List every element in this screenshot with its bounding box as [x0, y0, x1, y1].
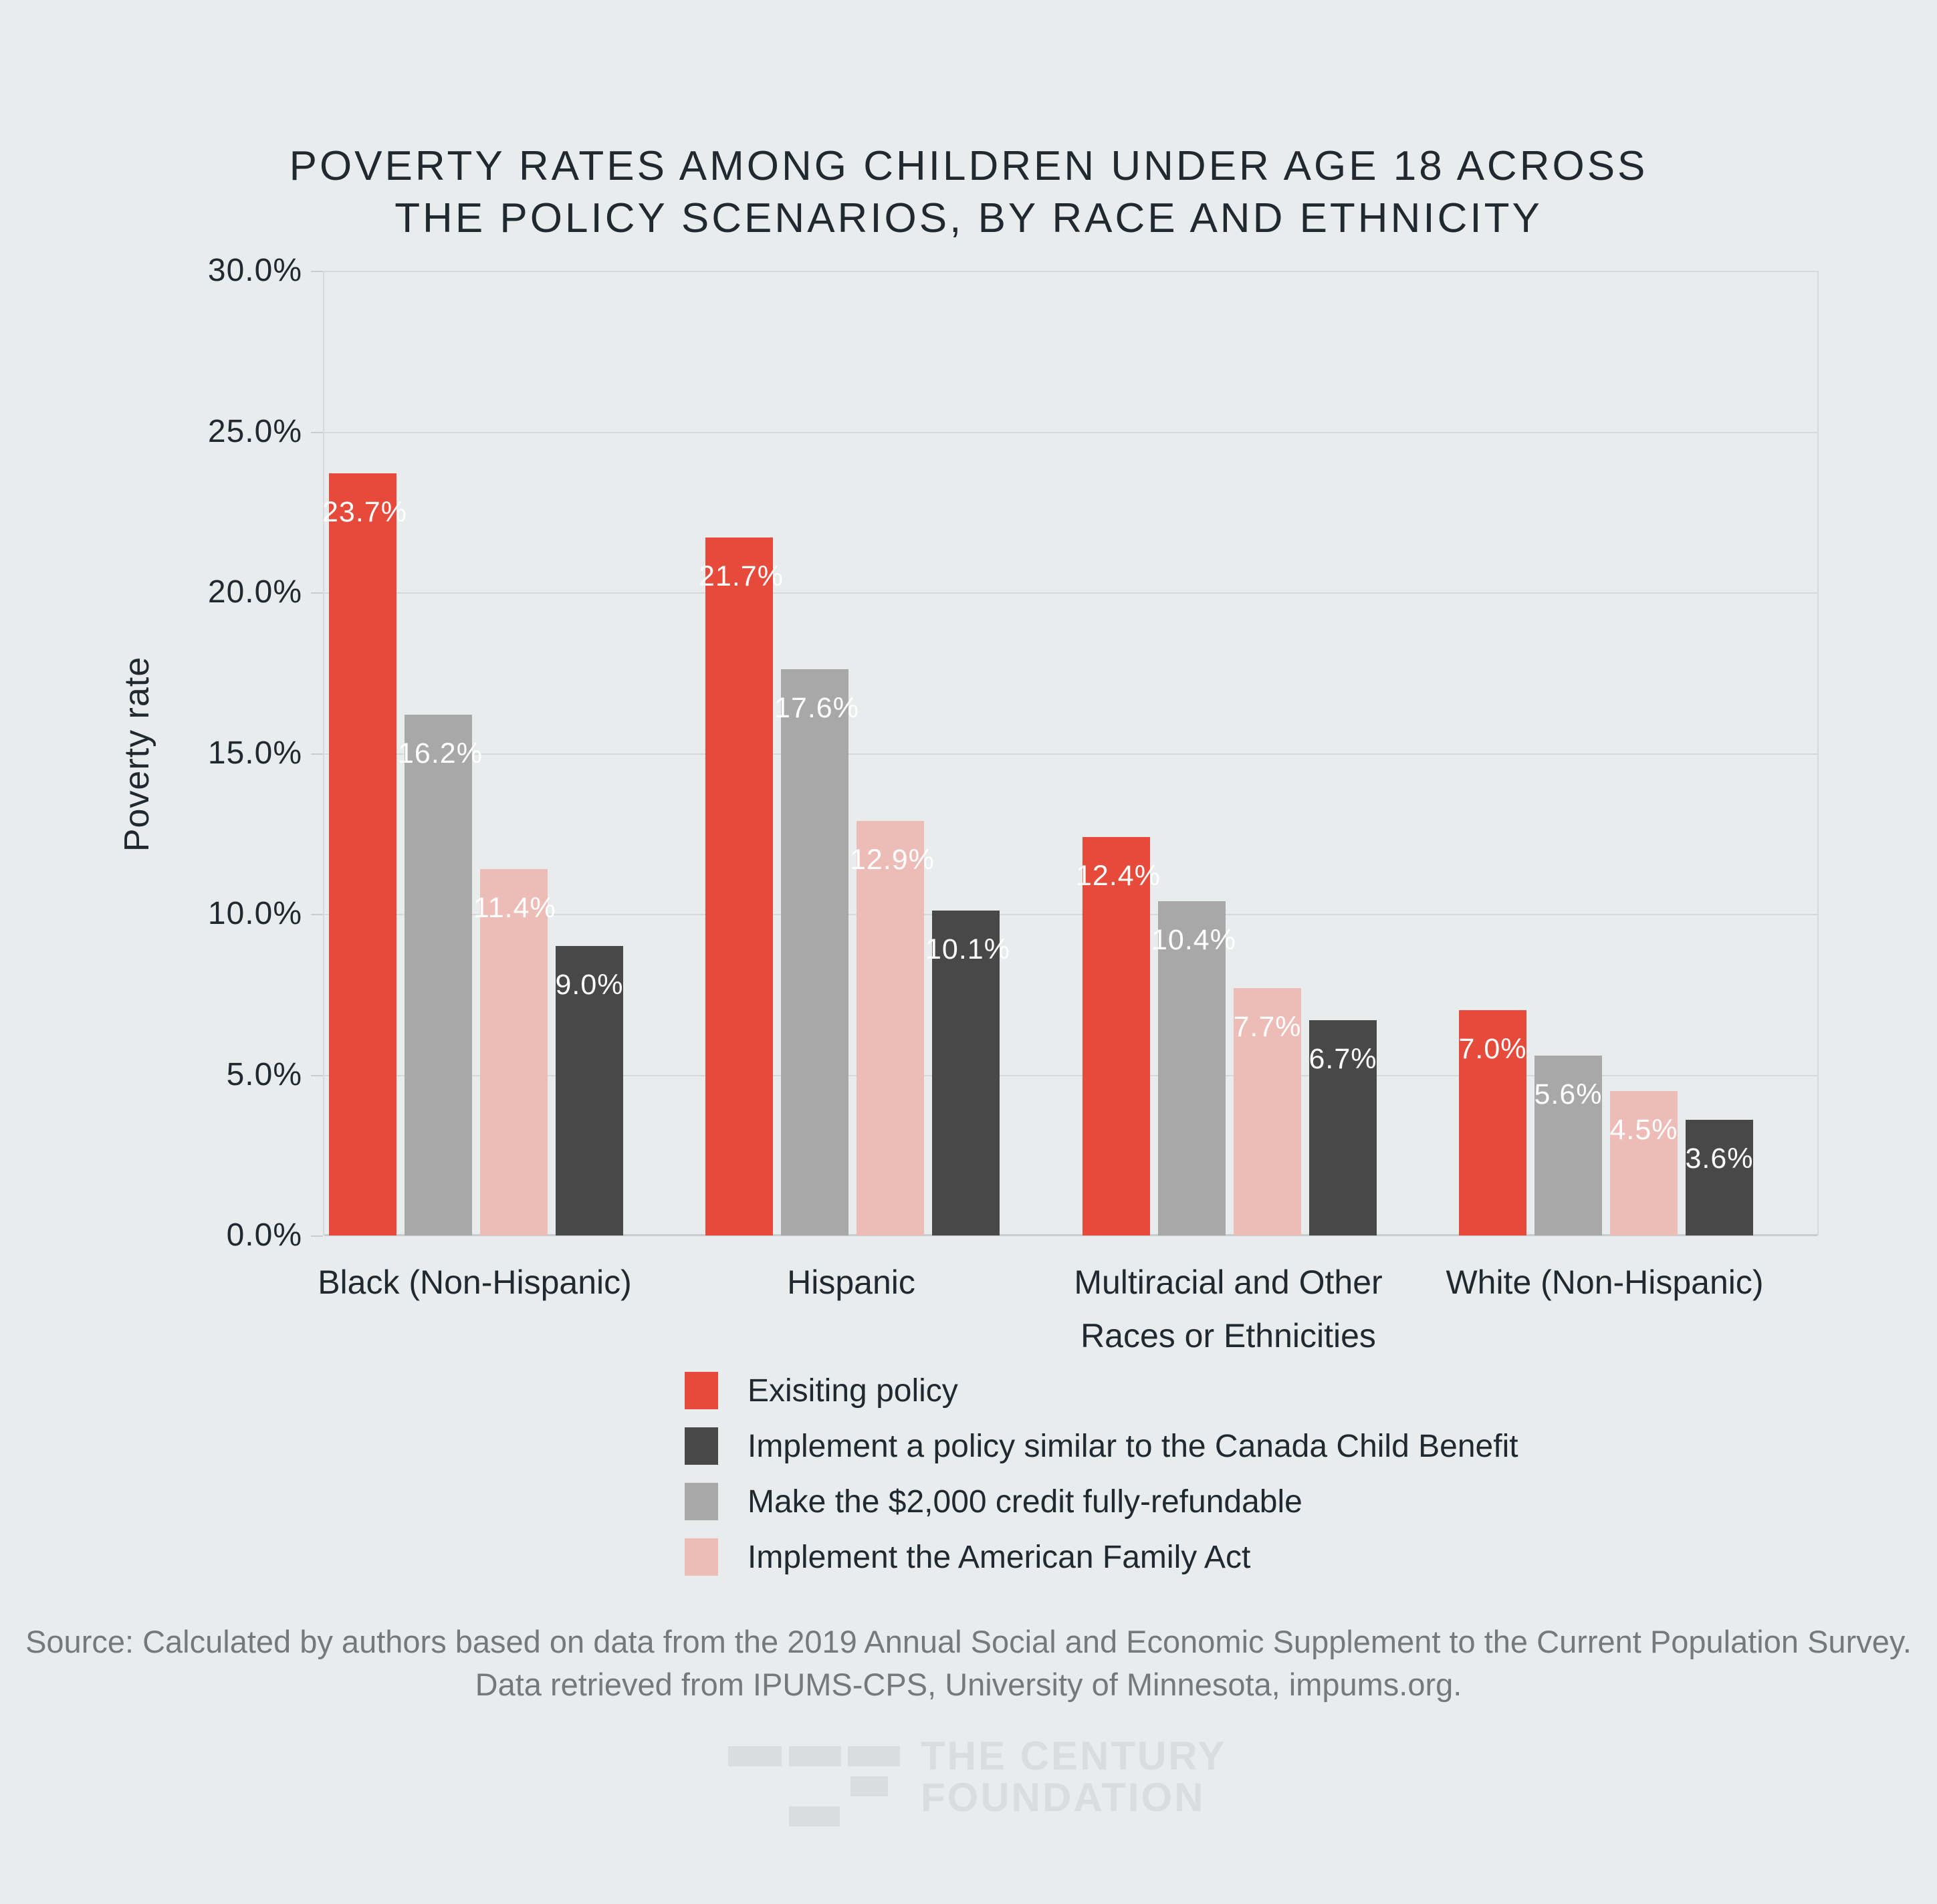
bar-value-label: 21.7% [699, 560, 784, 592]
legend-label: Implement a policy similar to the Canada Child Benefit [748, 1428, 1518, 1464]
plot-area [323, 271, 1819, 1235]
source-line2: Data retrieved from IPUMS-CPS, University of Minnesota, impums.org. [475, 1667, 1462, 1702]
bar [1151, 901, 1236, 1235]
category-label-line: Hispanic [787, 1264, 915, 1301]
y-tick-mark [311, 1235, 323, 1237]
legend-item [685, 1372, 1518, 1409]
legend-swatch [685, 1483, 718, 1520]
bar-value-label: 10.4% [1151, 924, 1236, 956]
logo-bar [789, 1806, 840, 1826]
legend-label: Exisiting policy [748, 1373, 958, 1409]
y-axis-title: Poverty rate [118, 656, 156, 852]
logo-wordmark [921, 1736, 1226, 1818]
legend-label: Make the $2,000 credit fully-refundable [748, 1483, 1302, 1520]
category-label-line: Multiracial and Other [1074, 1264, 1383, 1301]
bar-value-label: 7.7% [1233, 1011, 1302, 1043]
y-tick-mark [311, 1075, 323, 1076]
bar-value-label: 12.4% [1076, 860, 1161, 892]
y-tick-label: 30.0% [207, 253, 302, 288]
gridline [324, 271, 1817, 272]
logo-bar [850, 1776, 888, 1796]
y-tick-label: 5.0% [226, 1057, 302, 1092]
bar-value-label: 12.9% [850, 844, 935, 876]
legend-item [685, 1427, 1518, 1465]
bar-value-label: 10.1% [925, 933, 1010, 965]
legend-swatch [685, 1427, 718, 1465]
logo-wordmark-line2: FOUNDATION [921, 1775, 1206, 1820]
bar [699, 538, 784, 1235]
source-line1: Source: Calculated by authors based on data from the 2019 Annual Social and Economic Supplement to the Current Population Survey. [25, 1624, 1912, 1659]
category-label [318, 1256, 632, 1309]
bar [1234, 988, 1301, 1235]
bar [850, 821, 935, 1235]
bar-value-label: 9.0% [555, 969, 624, 1001]
bar [322, 473, 407, 1235]
source-note [0, 1621, 1937, 1706]
y-tick-mark [311, 271, 323, 272]
category-label-line: Races or Ethnicities [1080, 1317, 1376, 1354]
bar [1076, 837, 1161, 1235]
bar-value-label: 3.6% [1685, 1143, 1754, 1175]
chart-title-line2: THE POLICY SCENARIOS, BY RACE AND ETHNICITY [394, 195, 1543, 241]
legend-item [685, 1483, 1518, 1520]
legend [685, 1372, 1518, 1594]
bar [1309, 1020, 1377, 1235]
y-tick-label: 10.0% [207, 896, 302, 931]
bar [774, 669, 859, 1235]
y-tick-label: 20.0% [207, 574, 302, 610]
legend-item [685, 1538, 1518, 1576]
logo-wordmark-line1: THE CENTURY [921, 1734, 1227, 1778]
gridline [324, 753, 1817, 755]
bar [398, 715, 483, 1235]
y-tick-mark [311, 592, 323, 594]
bar-value-label: 7.0% [1458, 1033, 1527, 1065]
bar [925, 911, 1010, 1235]
bar [1459, 1010, 1526, 1235]
bar [1610, 1091, 1678, 1235]
y-tick-mark [311, 753, 323, 755]
bar-value-label: 23.7% [322, 496, 407, 528]
logo-bar [728, 1746, 782, 1766]
bar-value-label: 17.6% [774, 692, 859, 724]
category-label-line: White (Non-Hispanic) [1446, 1264, 1764, 1301]
category-label [1446, 1256, 1763, 1309]
bar-value-label: 5.6% [1534, 1078, 1603, 1110]
category-label-line: Black (Non-Hispanic) [318, 1264, 632, 1301]
bar [473, 869, 556, 1235]
legend-swatch [685, 1538, 718, 1576]
y-tick-label: 25.0% [207, 414, 302, 449]
gridline [324, 432, 1817, 433]
y-tick-mark [311, 432, 323, 433]
category-label [1074, 1256, 1382, 1362]
chart-title [0, 140, 1937, 245]
y-tick-label: 15.0% [207, 735, 302, 771]
legend-swatch [685, 1372, 718, 1409]
bar-value-label: 11.4% [473, 892, 556, 924]
gridline [324, 592, 1817, 594]
category-label [787, 1256, 915, 1309]
bar-value-label: 4.5% [1609, 1114, 1678, 1146]
bar [1534, 1056, 1602, 1235]
bar [556, 946, 623, 1235]
y-tick-label: 0.0% [226, 1217, 302, 1253]
legend-label: Implement the American Family Act [748, 1539, 1251, 1575]
logo-bar [848, 1746, 900, 1766]
logo-bar [789, 1746, 841, 1766]
bar-value-label: 16.2% [398, 737, 483, 769]
chart-title-line1: POVERTY RATES AMONG CHILDREN UNDER AGE 18 ACROSS [289, 143, 1648, 189]
bar-value-label: 6.7% [1308, 1043, 1377, 1075]
y-tick-mark [311, 914, 323, 915]
bar [1686, 1120, 1753, 1235]
